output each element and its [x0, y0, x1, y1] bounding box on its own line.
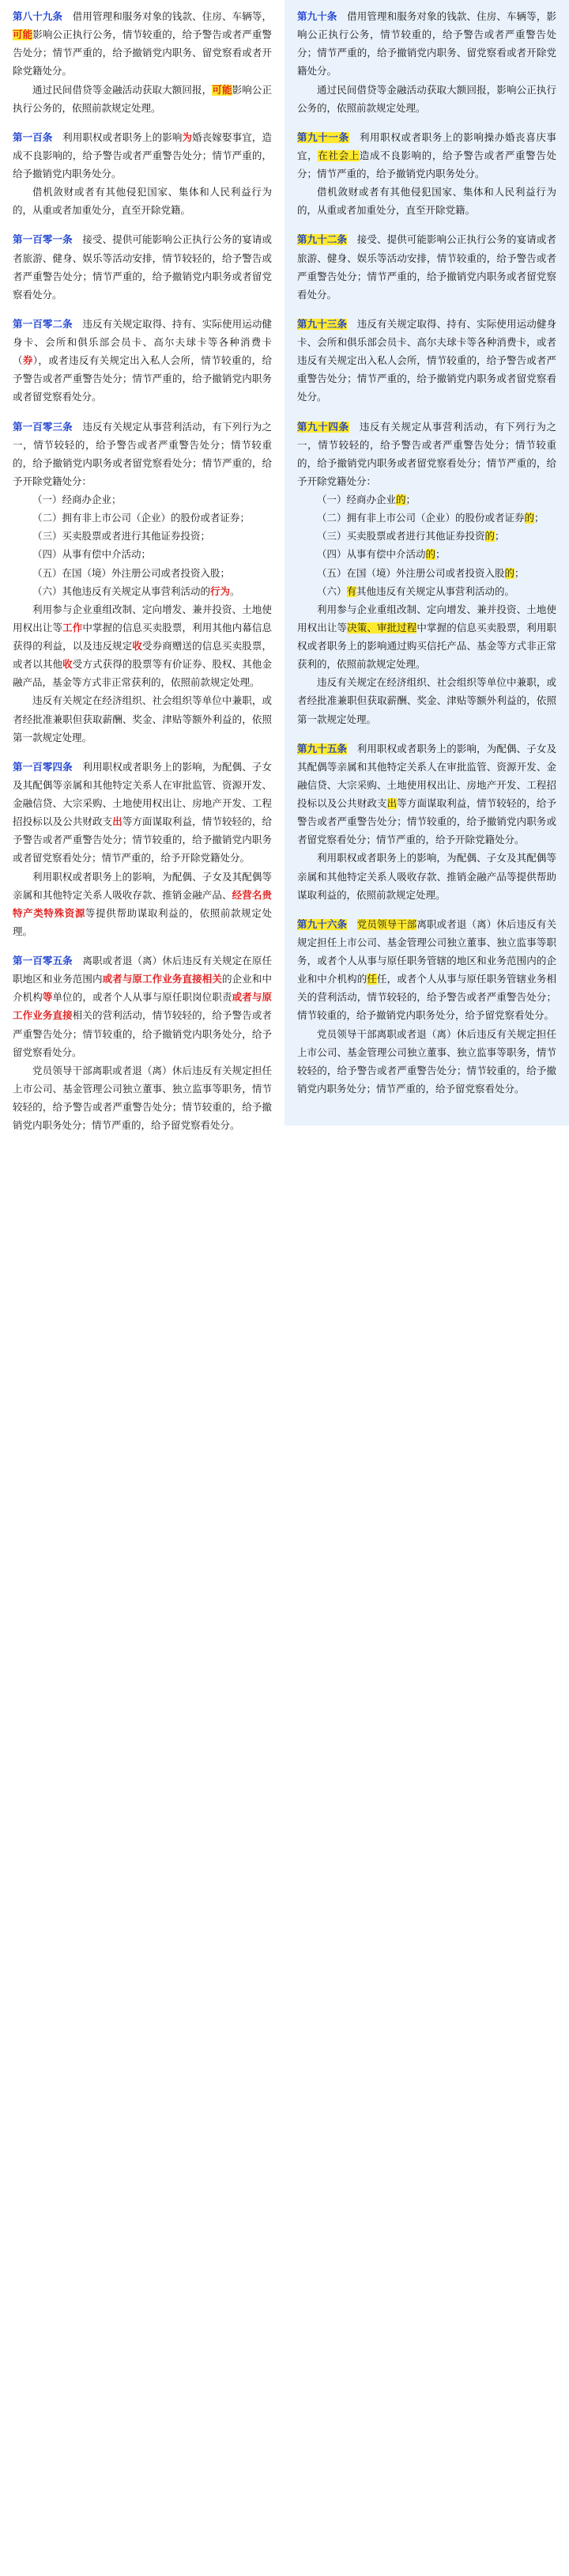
body-text: 党员领导干部离职或者退（离）休后违反有关规定担任上市公司、基金管理公司独立董事、独立监事等职务，情节较轻的，给予警告或者严重警告处分；情节较重的，给予撤销党内职务处分；情节严重的，给予留党察看处分。 [13, 1065, 272, 1132]
emphasis-text: 行为 [210, 585, 231, 597]
article-number: 第八十九条 [13, 11, 63, 22]
article-block [297, 316, 556, 407]
emphasis-text: 的 [504, 567, 515, 579]
article-paragraph [297, 491, 556, 509]
emphasis-text: 的 [484, 531, 496, 543]
emphasis-text: 券 [22, 355, 33, 367]
article-number: 第九十三条 [297, 318, 348, 330]
article-block [13, 8, 272, 118]
body-text: 借用管理和服务对象的钱款、住房、车辆等，影响公正执行公务，情节较重的，给予警告或者严重警告处分；情节严重的，给予撤销党内职务、留党察看或者开除党籍处分。 [297, 11, 556, 78]
body-text: 相关的营利活动，情节较轻的，给予警告或者严重警告处分；情节较重的，给予撤销党内职务处分，给予留党察看处分。 [13, 1010, 272, 1058]
article-paragraph [297, 81, 556, 118]
body-text: 受券商赠送的信息买卖股票，或者以其他 [13, 641, 272, 671]
article-first-paragraph [13, 8, 272, 81]
body-text: 中掌握的信息买卖股票，利用其他内幕信息获得的利益，以及违反规定 [13, 622, 272, 652]
article-paragraph [13, 565, 272, 583]
body-text: 借用管理和服务对象的钱款、住房、车辆等， [62, 11, 272, 22]
article-paragraph [13, 491, 272, 509]
article-paragraph [13, 546, 272, 564]
emphasis-text: 收 [132, 641, 143, 652]
left-column-new-version [0, 0, 284, 1162]
body-text: 影响公正执行公务的，依照前款规定处理。 [13, 84, 272, 114]
article-paragraph [13, 528, 272, 546]
body-text: ； [435, 549, 446, 561]
emphasis-text: 工作 [62, 622, 83, 634]
emphasis-text: 等 [42, 992, 53, 1004]
emphasis-text: 或者与原工作业务直接相关 [102, 974, 222, 985]
body-text: （二）拥有非上市公司（企业）的股份或者证券 [317, 513, 525, 524]
emphasis-text: 出 [386, 798, 398, 809]
body-text: 中掌握的信息买卖股票，利用职权或者职务上的影响通过购买信托产品、基金等方式非正常获利的，依照前款规定处理。 [297, 622, 556, 671]
article-paragraph [297, 509, 556, 528]
body-text: ； [514, 567, 525, 579]
emphasis-text: 的 [396, 494, 406, 505]
article-first-paragraph [13, 231, 272, 305]
article-block [13, 418, 272, 747]
article-first-paragraph [297, 316, 556, 407]
body-text: 违反有关规定在经济组织、社会组织等单位中兼职，或者经批准兼职但获取薪酬、奖金、津贴等额外利益的，依照第一款规定处理。 [13, 695, 272, 743]
article-paragraph [13, 601, 272, 693]
body-text: 利用职权或者职务上的影响，为配偶、子女及其配偶等亲属和其他特定关系人吸收存款、推销金融产品等提供帮助谋取利益的，依照前款规定处理。 [297, 853, 556, 901]
body-text: 利用职权或者职务上的影响，为配偶、子女及其配偶等亲属和其他特定关系人在审批监管、资源开发、金融信贷、大宗采购、土地使用权出让、房地产开发、工程招投标以及公共财政支 [13, 761, 272, 828]
article-first-paragraph [297, 916, 556, 1026]
article-block [297, 231, 556, 305]
article-number: 第一百零五条 [13, 955, 73, 966]
body-text: （六） [317, 585, 347, 597]
body-text: 利用职权或者职务上的影响，为配偶、子女及其配偶等亲属和其他特定关系人吸收存款、推销金融产品、 [13, 871, 272, 901]
emphasis-text: 收 [62, 659, 73, 671]
body-text: ； [405, 494, 416, 505]
article-paragraph [297, 546, 556, 564]
article-block [297, 740, 556, 905]
article-paragraph [297, 674, 556, 728]
article-number: 第九十条 [297, 11, 337, 22]
article-paragraph [13, 183, 272, 220]
emphasis-text: 的 [524, 513, 535, 524]
article-first-paragraph [13, 952, 272, 1062]
body-text: 等方面谋取利益，情节较轻的，给予警告或者严重警告处分；情节较重的，给予撤销党内职务或者留党察看处分；情节严重的，给予开除党籍处分。 [297, 798, 556, 846]
body-text: 造成不良影响的，给予警告或者严重警告处分；情节严重的，给予撤销党内职务处分。 [297, 149, 556, 180]
body-text: 违反有关规定取得、持有、实际使用运动健身卡、会所和俱乐部会员卡、高尔夫球卡等各种消费卡，或者违反有关规定出入私人会所，情节较重的，给予警告或者严重警告处分；情节严重的，给予撤销党内职务或者留党察看处分。 [297, 318, 556, 403]
body-text: （五）在国（境）外注册公司或者投资入股； [32, 567, 231, 579]
article-first-paragraph [13, 418, 272, 492]
article-paragraph [297, 601, 556, 675]
body-text: 等方面谋取利益，情节较轻的，给予警告或者严重警告处分；情节较重的，给予撤销党内职务或者留党察看处分；情节严重的，给予开除党籍处分。 [13, 816, 272, 864]
body-text: （二）拥有非上市公司（企业）的股份或者证券； [32, 513, 251, 524]
emphasis-text: 任 [367, 974, 377, 985]
emphasis-text: 出 [112, 816, 122, 828]
body-text: 接受、提供可能影响公正执行公务的宴请或者旅游、健身、娱乐等活动安排，情节较轻的，给予警告或者严重警告处分；情节严重的，给予撤销党内职务或者留党察看处分。 [13, 234, 272, 301]
article-paragraph [297, 528, 556, 546]
article-number: 第九十六条 [297, 918, 348, 930]
body-text: 影响公正执行公务，情节较重的，给予警告或者严重警告处分；情节严重的，给予撤销党内职务、留党察看或者开除党籍处分。 [13, 29, 272, 78]
article-first-paragraph [297, 740, 556, 850]
body-text: 离职或者退（离）休后违反有关规定担任上市公司、基金管理公司独立董事、独立监事等职务，或者个人从事与原任职务管辖的地区和业务范围内的企业和中介机构的 [297, 918, 556, 985]
body-text: （四）从事有偿中介活动 [317, 549, 426, 561]
body-text: ； [495, 531, 505, 543]
article-paragraph [13, 692, 272, 747]
body-text: 其他违反有关规定从事营利活动的。 [356, 585, 515, 597]
body-text: 通过民间借贷等金融活动获取大额回报， [32, 84, 213, 96]
article-number: 第九十一条 [297, 131, 349, 143]
article-first-paragraph [297, 418, 556, 492]
body-text: 任，或者个人从事与原任职务管辖业务相关的营利活动，情节较轻的，给予警告或者严重警告处分；情节较重的，给予撤销党内职务处分，给予留党察看处分。 [297, 974, 556, 1022]
article-paragraph [297, 565, 556, 583]
article-paragraph [13, 81, 272, 118]
comparison-page [0, 0, 569, 1162]
body-text: 。 [230, 585, 240, 597]
emphasis-text: 决策、审批过程 [347, 622, 417, 634]
article-number: 第一百零一条 [13, 234, 73, 246]
body-text: 的企业和中介机构 [13, 974, 272, 1004]
article-first-paragraph [13, 316, 272, 407]
body-text: 利用职权或者职务上的影响 [52, 131, 183, 143]
article-block [297, 8, 556, 118]
body-text: 受方式获得的股票等有价证券、股权、其他金融产品，基金等方式非正常获利的，依照前款规定处理。 [13, 659, 272, 689]
article-block [297, 129, 556, 221]
body-text [347, 919, 357, 930]
body-text: （三）买卖股票或者进行其他证券投资 [317, 531, 485, 543]
body-text: 违反有关规定在经济组织、社会组织等单位中兼职，或者经批准兼职但获取薪酬、奖金、津贴等额外利益的，依照第一款规定处理。 [297, 677, 556, 725]
article-block [13, 316, 272, 407]
emphasis-text: 或者与原工作业务直接 [13, 992, 272, 1022]
article-paragraph [13, 583, 272, 601]
article-first-paragraph [297, 8, 556, 81]
body-text: （五）在国（境）外注册公司或者投资入股 [317, 567, 505, 579]
article-first-paragraph [297, 231, 556, 305]
body-text: ），或者违反有关规定出入私人会所，情节较重的，给予警告或者严重警告处分；情节严重的，给予撤销党内职务或者留党察看处分。 [13, 355, 272, 403]
article-first-paragraph [13, 758, 272, 868]
article-block [297, 418, 556, 729]
article-paragraph [13, 509, 272, 528]
article-first-paragraph [13, 129, 272, 183]
article-paragraph [13, 1062, 272, 1136]
article-number: 第一百零二条 [13, 318, 73, 330]
emphasis-text: 有 [346, 585, 357, 597]
body-text: 利用参与企业重组改制、定向增发、兼并投资、土地使用权出让等 [297, 603, 556, 634]
emphasis-text: 可能 [212, 84, 232, 96]
body-text: （三）买卖股票或者进行其他证券投资； [32, 531, 211, 543]
article-paragraph [297, 583, 556, 601]
emphasis-text: 的 [425, 549, 436, 561]
body-text: 通过民间借贷等金融活动获取大额回报，影响公正执行公务的，依照前款规定处理。 [297, 84, 556, 114]
body-text: 利用职权或者职务上的影响，为配偶、子女及其配偶等亲属和其他特定关系人在审批监管、资源开发、金融信贷、大宗采购、土地使用权出让、房地产开发、工程招投标以及公共财政支 [297, 743, 556, 809]
article-block [13, 952, 272, 1135]
article-block [13, 129, 272, 221]
body-text: 婚丧嫁娶事宜，造成不良影响的，给予警告或者严重警告处分；情节严重的，给予撤销党内职务处分。 [13, 131, 272, 180]
emphasis-text: 可能 [13, 29, 33, 41]
article-number: 第九十四条 [297, 421, 349, 433]
article-block [297, 916, 556, 1099]
body-text: 借机敛财或者有其他侵犯国家、集体和人民利益行为的，从重或者加重处分，直至开除党籍。 [13, 187, 272, 217]
body-text: 利用参与企业重组改制、定向增发、兼并投资、土地使用权出让等 [13, 603, 272, 634]
body-text: （四）从事有偿中介活动； [32, 549, 152, 561]
emphasis-text: 经营名贵特产类特殊资源 [13, 889, 272, 919]
article-number: 第一百零四条 [13, 761, 73, 773]
article-number: 第九十五条 [297, 743, 348, 755]
body-text: 违反有关规定从事营利活动，有下列行为之一，情节较轻的，给予警告或者严重警告处分；情节较重的，给予撤销党内职务或者留党察看处分；情节严重的，给予开除党籍处分： [297, 421, 556, 487]
body-text: 接受、提供可能影响公正执行公务的宴请或者旅游、健身、娱乐等活动安排，情节较重的，给予警告或者严重警告处分；情节严重的，给予撤销党内职务或者留党察看处分。 [297, 234, 556, 301]
body-text: （六）其他违反有关规定从事营利活动的 [32, 585, 211, 597]
article-first-paragraph [297, 129, 556, 183]
right-column-old-version [284, 0, 569, 1125]
body-text: 单位的，或者个人从事与原任职岗位职责 [52, 992, 232, 1004]
emphasis-text: 党员领导干部 [356, 918, 417, 930]
article-block [13, 231, 272, 305]
article-paragraph [297, 1026, 556, 1099]
article-paragraph [13, 868, 272, 942]
body-text: 违反有关规定从事营利活动，有下列行为之一，情节较轻的，给予警告或者严重警告处分；情节较重的，给予撤销党内职务或者留党察看处分；情节严重的，给予开除党籍处分： [13, 421, 272, 487]
body-text: 党员领导干部离职或者退（离）休后违反有关规定担任上市公司、基金管理公司独立董事、独立监事等职务，情节较轻的，给予警告或者严重警告处分；情节较重的，给予撤销党内职务处分；情节严重的，给予留党察看处分。 [297, 1028, 556, 1095]
emphasis-text: 为 [182, 131, 193, 143]
body-text: 利用职权或者职务上的影响操办婚丧喜庆事宜， [297, 131, 556, 161]
article-block [13, 758, 272, 941]
body-text: 等提供帮助谋取利益的，依照前款规定处理。 [13, 907, 272, 937]
body-text: （一）经商办企业 [317, 494, 397, 505]
article-number: 第一百零三条 [13, 421, 73, 433]
article-paragraph [297, 849, 556, 904]
article-paragraph [297, 183, 556, 220]
article-number: 第九十二条 [297, 234, 348, 246]
body-text: 离职或者退（离）休后违反有关规定在原任职地区和业务范围内 [13, 955, 272, 985]
article-number: 第一百条 [13, 131, 53, 143]
body-text: （一）经商办企业； [32, 494, 122, 505]
body-text: 借机敛财或者有其他侵犯国家、集体和人民利益行为的，从重或者加重处分，直至开除党籍。 [297, 187, 556, 217]
body-text: 违反有关规定取得、持有、实际使用运动健身卡、会所和俱乐部会员卡、高尔夫球卡等各种消费卡（ [13, 318, 272, 367]
body-text: ； [534, 513, 545, 524]
emphasis-text: 在社会上 [318, 149, 360, 161]
